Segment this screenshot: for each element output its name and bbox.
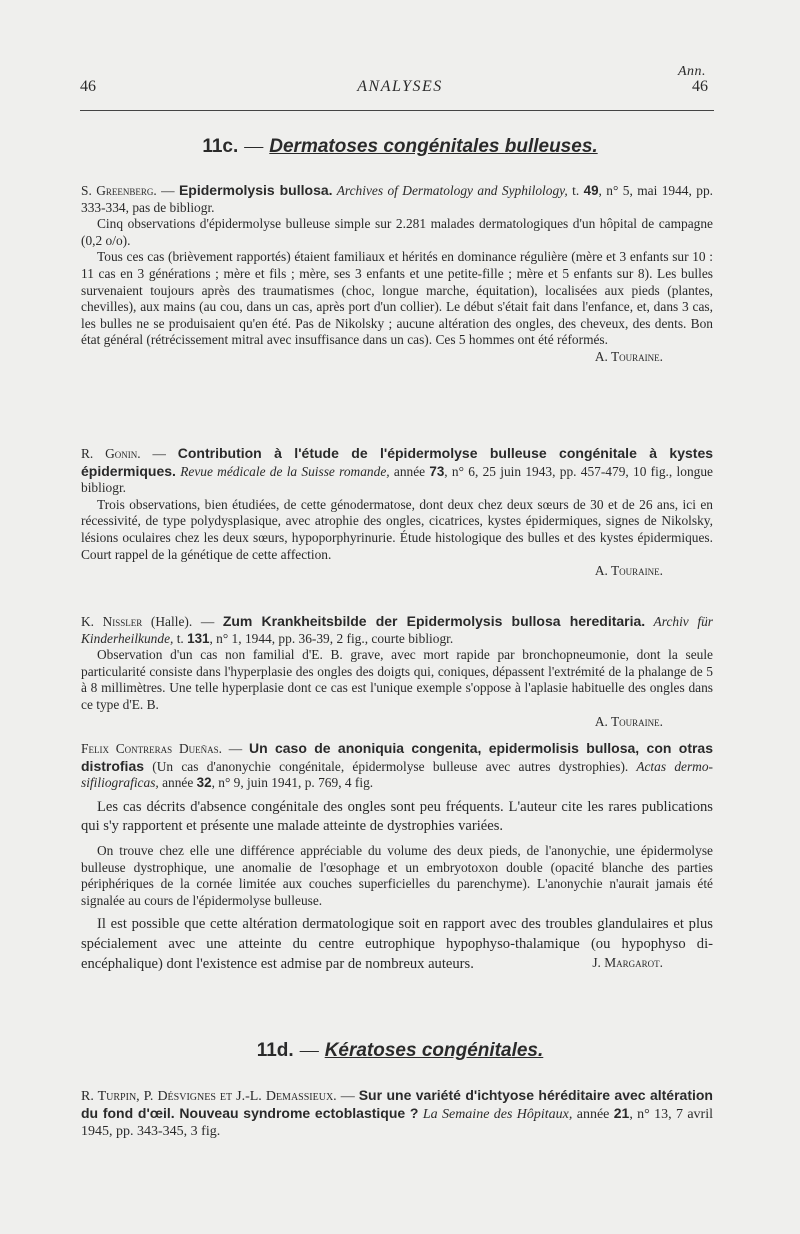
entry-title: Un caso de anoniquia congenita, epidermolisis bullosa, con otras distrofias: [81, 740, 713, 774]
page-number-left: 46: [80, 78, 96, 95]
entry-dash: —: [192, 614, 223, 629]
entry-volume: 32: [196, 775, 212, 791]
entry-citation: , n° 6, 25 juin 1943, pp. 457-479, 10 fig., longue bibliogr.: [81, 463, 713, 496]
entry-author: K. Nissler: [81, 614, 143, 629]
entry-paragraph: Trois observations, bien étudiées, de cette génodermatose, dont deux chez deux sœurs de 30 et de 26 ans, ici en récessivité, de type polydysplasique, avec atrophie des ongles, cicatrices, kystes épidermiques, signes de Nikolsky, lésions oculaires chez les deux sœurs, hypoporphyrinurie. Étude histologique des bulles et des kystes épidermiques. Court rappel de la génétique de cette affection.: [81, 496, 713, 562]
entry-paragraph: Observation d'un cas non familial d'E. B. grave, avec mort rapide par bronchopneumonie, dont la seule particularité consiste dans l'hyperplasie des ongles des doigts qui, coniques, dépassent l'extrémité de la phalange de 5 à 8 millimètres. Une telle hyperplasie dont ce cas est l'unique exemple s'oppose à l'aplasie habituelle des ongles dans ce type d'E. B.: [81, 647, 713, 712]
entry-dash: —: [336, 1089, 359, 1104]
section-title: Kératoses congénitales.: [324, 1040, 544, 1061]
section-heading-11c: [0, 136, 800, 158]
entry-citation: , n° 1, 1944, pp. 36-39, 2 fig., courte bibliogr.: [209, 630, 454, 646]
header-rule: [80, 110, 714, 111]
entry-source: Archives of Dermatology and Syphilology,: [332, 183, 568, 198]
entry-dash: —: [222, 741, 249, 756]
review-entry-gonin: [81, 445, 713, 580]
entry-source: La Semaine des Hôpitaux,: [418, 1107, 573, 1122]
entry-author: R. Turpin, P. Désvignes et J.-L. Demassieux.: [81, 1089, 337, 1104]
entry-place: (Halle).: [142, 614, 193, 629]
entry-cite-prefix: t.: [173, 630, 188, 646]
review-entry-greenberg: [81, 182, 713, 366]
entry-title: Contribution à l'étude de l'épidermolyse bulleuse congénitale à kystes épidermiques.: [81, 445, 714, 479]
section-number: 11d.: [256, 1040, 294, 1061]
section-number: 11c.: [202, 136, 239, 157]
entry-paragraph: Cinq observations d'épidermolyse bulleuse simple sur 2.281 malades dermatologiques d'un hôpital de campagne (0,2 o/o).: [81, 216, 713, 248]
entry-volume: 131: [187, 630, 210, 646]
entry-citation: , n° 9, juin 1941, p. 769, 4 fig.: [211, 775, 374, 791]
entry-cite-prefix: année: [572, 1107, 614, 1122]
entry-author: R. Gonin.: [81, 446, 141, 461]
entry-signature: A. Touraine.: [594, 563, 663, 579]
entry-cite-prefix: année: [389, 463, 430, 479]
entry-paragraph: Les cas décrits d'absence congénitale des ongles sont peu fréquents. L'auteur cite les rares publications qui s'y rapportent et présente une malade atteinte de dystrophies variées.: [81, 798, 713, 835]
entry-volume: 49: [583, 183, 599, 198]
entry-dash: —: [140, 446, 178, 461]
section-dash: —: [299, 1040, 319, 1061]
entry-cite-prefix: t.: [567, 183, 584, 198]
entry-citation: , n° 13, 7 avril 1945, pp. 343-345, 3 fig.: [81, 1107, 713, 1139]
entry-paragraph: Tous ces cas (brièvement rapportés) étaient familiaux et hérités en dominance régulière (mère et 3 enfants sur 10 : 11 cas en 3 générations ; mère et fils ; mère, ses 3 enfants et une petite-fille ; mère et 5 enfants sur 8). Les bulles survenaient toujours après des traumatismes (choc, longue marche, équitation), localisées aux pieds (plantes, chevilles), aux mains (au cou, dans un cas, après port d'un collier). Le début s'était fait dans l'enfance, et, dans 3 cas, les bulles ne se produisaient qu'en été. Pas de Nikolsky ; aucune altération des ongles, des cheveux, des dents. Bon état général (rétrécissement mitral avec insuffisance dans un cas). Ces 5 hommes ont été réformés.: [81, 249, 713, 348]
entry-volume: 21: [613, 1105, 630, 1121]
entry-paragraph: On trouve chez elle une différence appréciable du volume des deux pieds, de l'anonychie, une épidermolyse bulleuse dystrophique, une anomalie de l'œsophage et un embryotoxon double (opacité blanche des parties périphériques de la cornée limitée aux couches superficielles du parenchyme). L'anonychie n'aurait jamais été signalée au cours de l'épidermolyse bulleuse.: [81, 842, 713, 908]
entry-signature: J. Margarot.: [592, 955, 663, 971]
page-number-right: 46: [692, 78, 708, 95]
entry-summary: (Un cas d'anonychie congénitale, épidermolyse bulleuse avec autres dystrophies).: [144, 758, 629, 774]
section-title: Dermatoses congénitales bulleuses.: [269, 136, 598, 157]
review-entry-contreras: [81, 740, 713, 972]
entry-dash: —: [156, 183, 179, 198]
entry-title: Sur une variété d'ichtyose héréditaire avec altération du fond d'œil. Nouveau syndrome ectoblastique ?: [81, 1087, 713, 1121]
section-dash: —: [244, 136, 264, 157]
entry-source: Revue médicale de la Suisse romande,: [175, 463, 390, 479]
entry-title: Zum Krankheitsbilde der Epidermolysis bullosa hereditaria.: [222, 613, 646, 629]
review-entry-turpin: [81, 1087, 713, 1140]
entry-citation: , n° 5, mai 1944, pp. 333-334, pas de bibliogr.: [81, 183, 713, 215]
entry-source: Actas dermo-sifiliograficas,: [81, 758, 713, 791]
entry-title: Epidermolysis bullosa.: [178, 182, 333, 198]
entry-author: Felix Contreras Dueñas.: [81, 741, 222, 756]
entry-volume: 73: [429, 463, 445, 479]
margin-note: Ann.: [678, 64, 707, 79]
running-head: ANALYSES: [357, 78, 443, 95]
entry-cite-prefix: année: [158, 775, 197, 791]
entry-paragraph: Il est possible que cette altération dermatologique soit en rapport avec des troubles glandulaires et plus spécialement avec une atteinte du centre eutrophique hypophyso-thalamique (ou hypophyso di-encéphalique) dont l'existence est admise par de nombreux auteurs.: [81, 916, 713, 972]
review-entry-nissler: [81, 613, 713, 730]
entry-source: Archiv für Kinderheilkunde,: [81, 614, 713, 646]
entry-author: S. Greenberg.: [81, 183, 157, 198]
entry-signature: A. Touraine.: [594, 713, 663, 729]
section-heading-11d: [0, 1040, 800, 1062]
entry-signature: A. Touraine.: [594, 348, 663, 364]
